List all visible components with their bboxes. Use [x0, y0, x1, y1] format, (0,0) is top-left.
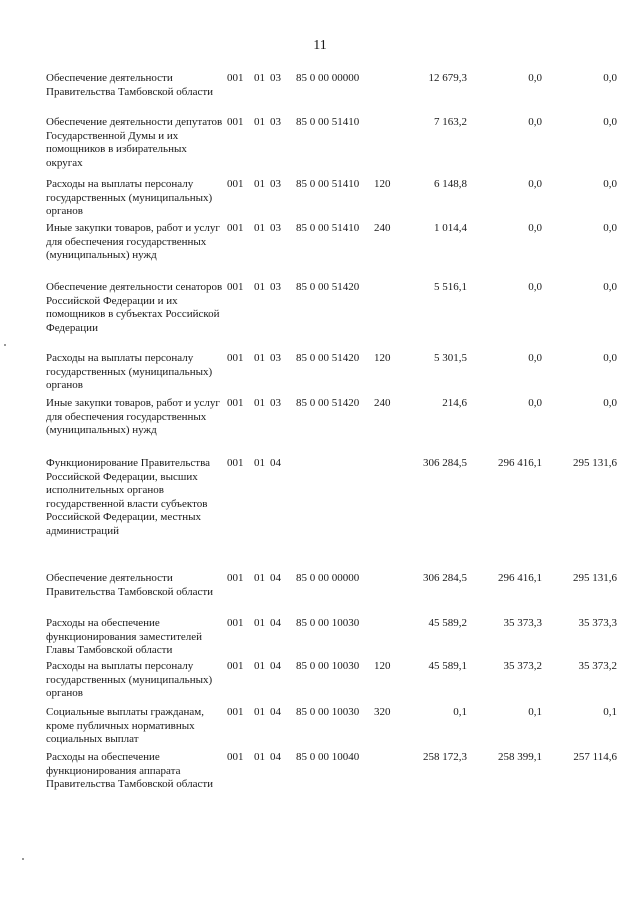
amount-year-3: 0,1 — [603, 706, 617, 718]
section-code: 01 — [254, 572, 265, 584]
target-article-code: 85 0 00 00000 — [296, 572, 360, 584]
target-article-code: 85 0 00 51420 — [296, 352, 360, 364]
row-name: Обеспечение деятельности Правительства Тамбовской области — [46, 72, 214, 98]
amount-year-2: 0,0 — [528, 352, 542, 364]
subsection-code: 03 — [270, 222, 281, 234]
target-article-code: 85 0 00 51410 — [296, 116, 360, 128]
admin-code: 001 — [227, 751, 244, 763]
expense-type-code: 320 — [374, 706, 391, 718]
subsection-code: 04 — [270, 751, 281, 763]
target-article-code: 85 0 00 51420 — [296, 397, 360, 409]
amount-year-3: 0,0 — [603, 178, 617, 190]
section-code: 01 — [254, 457, 265, 469]
amount-year-3: 35 373,2 — [578, 660, 617, 672]
subsection-code: 03 — [270, 281, 281, 293]
amount-year-2: 0,0 — [528, 281, 542, 293]
section-code: 01 — [254, 706, 265, 718]
target-article-code: 85 0 00 10030 — [296, 660, 360, 672]
row-name: Расходы на выплаты персоналу государственных (муниципальных) органов — [46, 178, 213, 218]
target-article-code: 85 0 00 10030 — [296, 706, 360, 718]
target-article-code: 85 0 00 00000 — [296, 72, 360, 84]
admin-code: 001 — [227, 352, 244, 364]
section-code: 01 — [254, 222, 265, 234]
subsection-code: 03 — [270, 397, 281, 409]
expense-type-code: 240 — [374, 222, 391, 234]
page-number: 11 — [313, 38, 327, 53]
admin-code: 001 — [227, 178, 244, 190]
target-article-code: 85 0 00 51410 — [296, 178, 360, 190]
amount-year-2: 0,0 — [528, 397, 542, 409]
row-name: Обеспечение деятельности Правительства Тамбовской области — [46, 572, 214, 598]
section-code: 01 — [254, 178, 265, 190]
amount-year-2: 296 416,1 — [498, 572, 542, 584]
amount-year-2: 35 373,2 — [503, 660, 542, 672]
subsection-code: 04 — [270, 706, 281, 718]
amount-year-1: 12 679,3 — [428, 72, 467, 84]
row-name: Иные закупки товаров, работ и услуг для обеспечения государственных (муниципальных) нужд — [46, 222, 220, 262]
subsection-code: 03 — [270, 116, 281, 128]
row-name: Иные закупки товаров, работ и услуг для обеспечения государственных (муниципальных) нужд — [46, 397, 220, 437]
admin-code: 001 — [227, 72, 244, 84]
amount-year-2: 0,0 — [528, 222, 542, 234]
amount-year-3: 0,0 — [603, 116, 617, 128]
amount-year-2: 0,0 — [528, 178, 542, 190]
target-article-code: 85 0 00 10040 — [296, 751, 360, 763]
amount-year-1: 5 301,5 — [434, 352, 467, 364]
admin-code: 001 — [227, 116, 244, 128]
amount-year-1: 7 163,2 — [434, 116, 467, 128]
amount-year-3: 0,0 — [603, 281, 617, 293]
amount-year-1: 0,1 — [453, 706, 467, 718]
amount-year-3: 0,0 — [603, 397, 617, 409]
amount-year-3: 0,0 — [603, 352, 617, 364]
row-name: Расходы на выплаты персоналу государственных (муниципальных) органов — [46, 660, 213, 700]
amount-year-3: 0,0 — [603, 222, 617, 234]
admin-code: 001 — [227, 281, 244, 293]
subsection-code: 04 — [270, 617, 281, 629]
row-name: Расходы на обеспечение функционирования аппарата Правительства Тамбовской области — [46, 751, 214, 791]
subsection-code: 03 — [270, 178, 281, 190]
section-code: 01 — [254, 281, 265, 293]
amount-year-2: 35 373,3 — [503, 617, 542, 629]
admin-code: 001 — [227, 617, 244, 629]
row-name: Обеспечение деятельности сенаторов Российской Федерации и их помощников в субъектах Российской Федерации — [46, 281, 223, 334]
amount-year-3: 295 131,6 — [573, 572, 617, 584]
row-name: Расходы на обеспечение функционирования заместителей Главы Тамбовской области — [46, 617, 203, 657]
section-code: 01 — [254, 617, 265, 629]
expense-type-code: 120 — [374, 660, 391, 672]
admin-code: 001 — [227, 572, 244, 584]
amount-year-2: 296 416,1 — [498, 457, 542, 469]
section-code: 01 — [254, 660, 265, 672]
row-name: Обеспечение деятельности депутатов Государственной Думы и их помощников в избирательных округах — [46, 116, 223, 169]
row-name: Функционирование Правительства Российской Федерации, высших исполнительных органов государственной власти субъектов Российской Федерации, местных администраций — [46, 457, 211, 537]
amount-year-3: 0,0 — [603, 72, 617, 84]
admin-code: 001 — [227, 706, 244, 718]
admin-code: 001 — [227, 457, 244, 469]
subsection-code: 04 — [270, 457, 281, 469]
section-code: 01 — [254, 72, 265, 84]
subsection-code: 04 — [270, 572, 281, 584]
amount-year-3: 295 131,6 — [573, 457, 617, 469]
section-code: 01 — [254, 116, 265, 128]
scan-speck — [22, 858, 24, 860]
subsection-code: 04 — [270, 660, 281, 672]
amount-year-1: 45 589,1 — [428, 660, 467, 672]
amount-year-1: 45 589,2 — [428, 617, 467, 629]
subsection-code: 03 — [270, 72, 281, 84]
amount-year-3: 257 114,6 — [573, 751, 617, 763]
target-article-code: 85 0 00 51410 — [296, 222, 360, 234]
amount-year-1: 1 014,4 — [434, 222, 467, 234]
row-name: Расходы на выплаты персоналу государственных (муниципальных) органов — [46, 352, 213, 392]
expense-type-code: 240 — [374, 397, 391, 409]
amount-year-1: 5 516,1 — [434, 281, 467, 293]
expense-type-code: 120 — [374, 352, 391, 364]
target-article-code: 85 0 00 10030 — [296, 617, 360, 629]
section-code: 01 — [254, 352, 265, 364]
scan-speck — [4, 344, 6, 346]
amount-year-2: 0,1 — [528, 706, 542, 718]
amount-year-2: 0,0 — [528, 116, 542, 128]
amount-year-1: 258 172,3 — [423, 751, 467, 763]
row-name: Социальные выплаты гражданам, кроме публичных нормативных социальных выплат — [46, 706, 204, 746]
amount-year-1: 306 284,5 — [423, 572, 467, 584]
admin-code: 001 — [227, 222, 244, 234]
amount-year-2: 0,0 — [528, 72, 542, 84]
expense-type-code: 120 — [374, 178, 391, 190]
amount-year-2: 258 399,1 — [498, 751, 542, 763]
subsection-code: 03 — [270, 352, 281, 364]
section-code: 01 — [254, 397, 265, 409]
amount-year-1: 214,6 — [442, 397, 467, 409]
amount-year-1: 306 284,5 — [423, 457, 467, 469]
section-code: 01 — [254, 751, 265, 763]
admin-code: 001 — [227, 397, 244, 409]
target-article-code: 85 0 00 51420 — [296, 281, 360, 293]
admin-code: 001 — [227, 660, 244, 672]
amount-year-3: 35 373,3 — [578, 617, 617, 629]
amount-year-1: 6 148,8 — [434, 178, 467, 190]
